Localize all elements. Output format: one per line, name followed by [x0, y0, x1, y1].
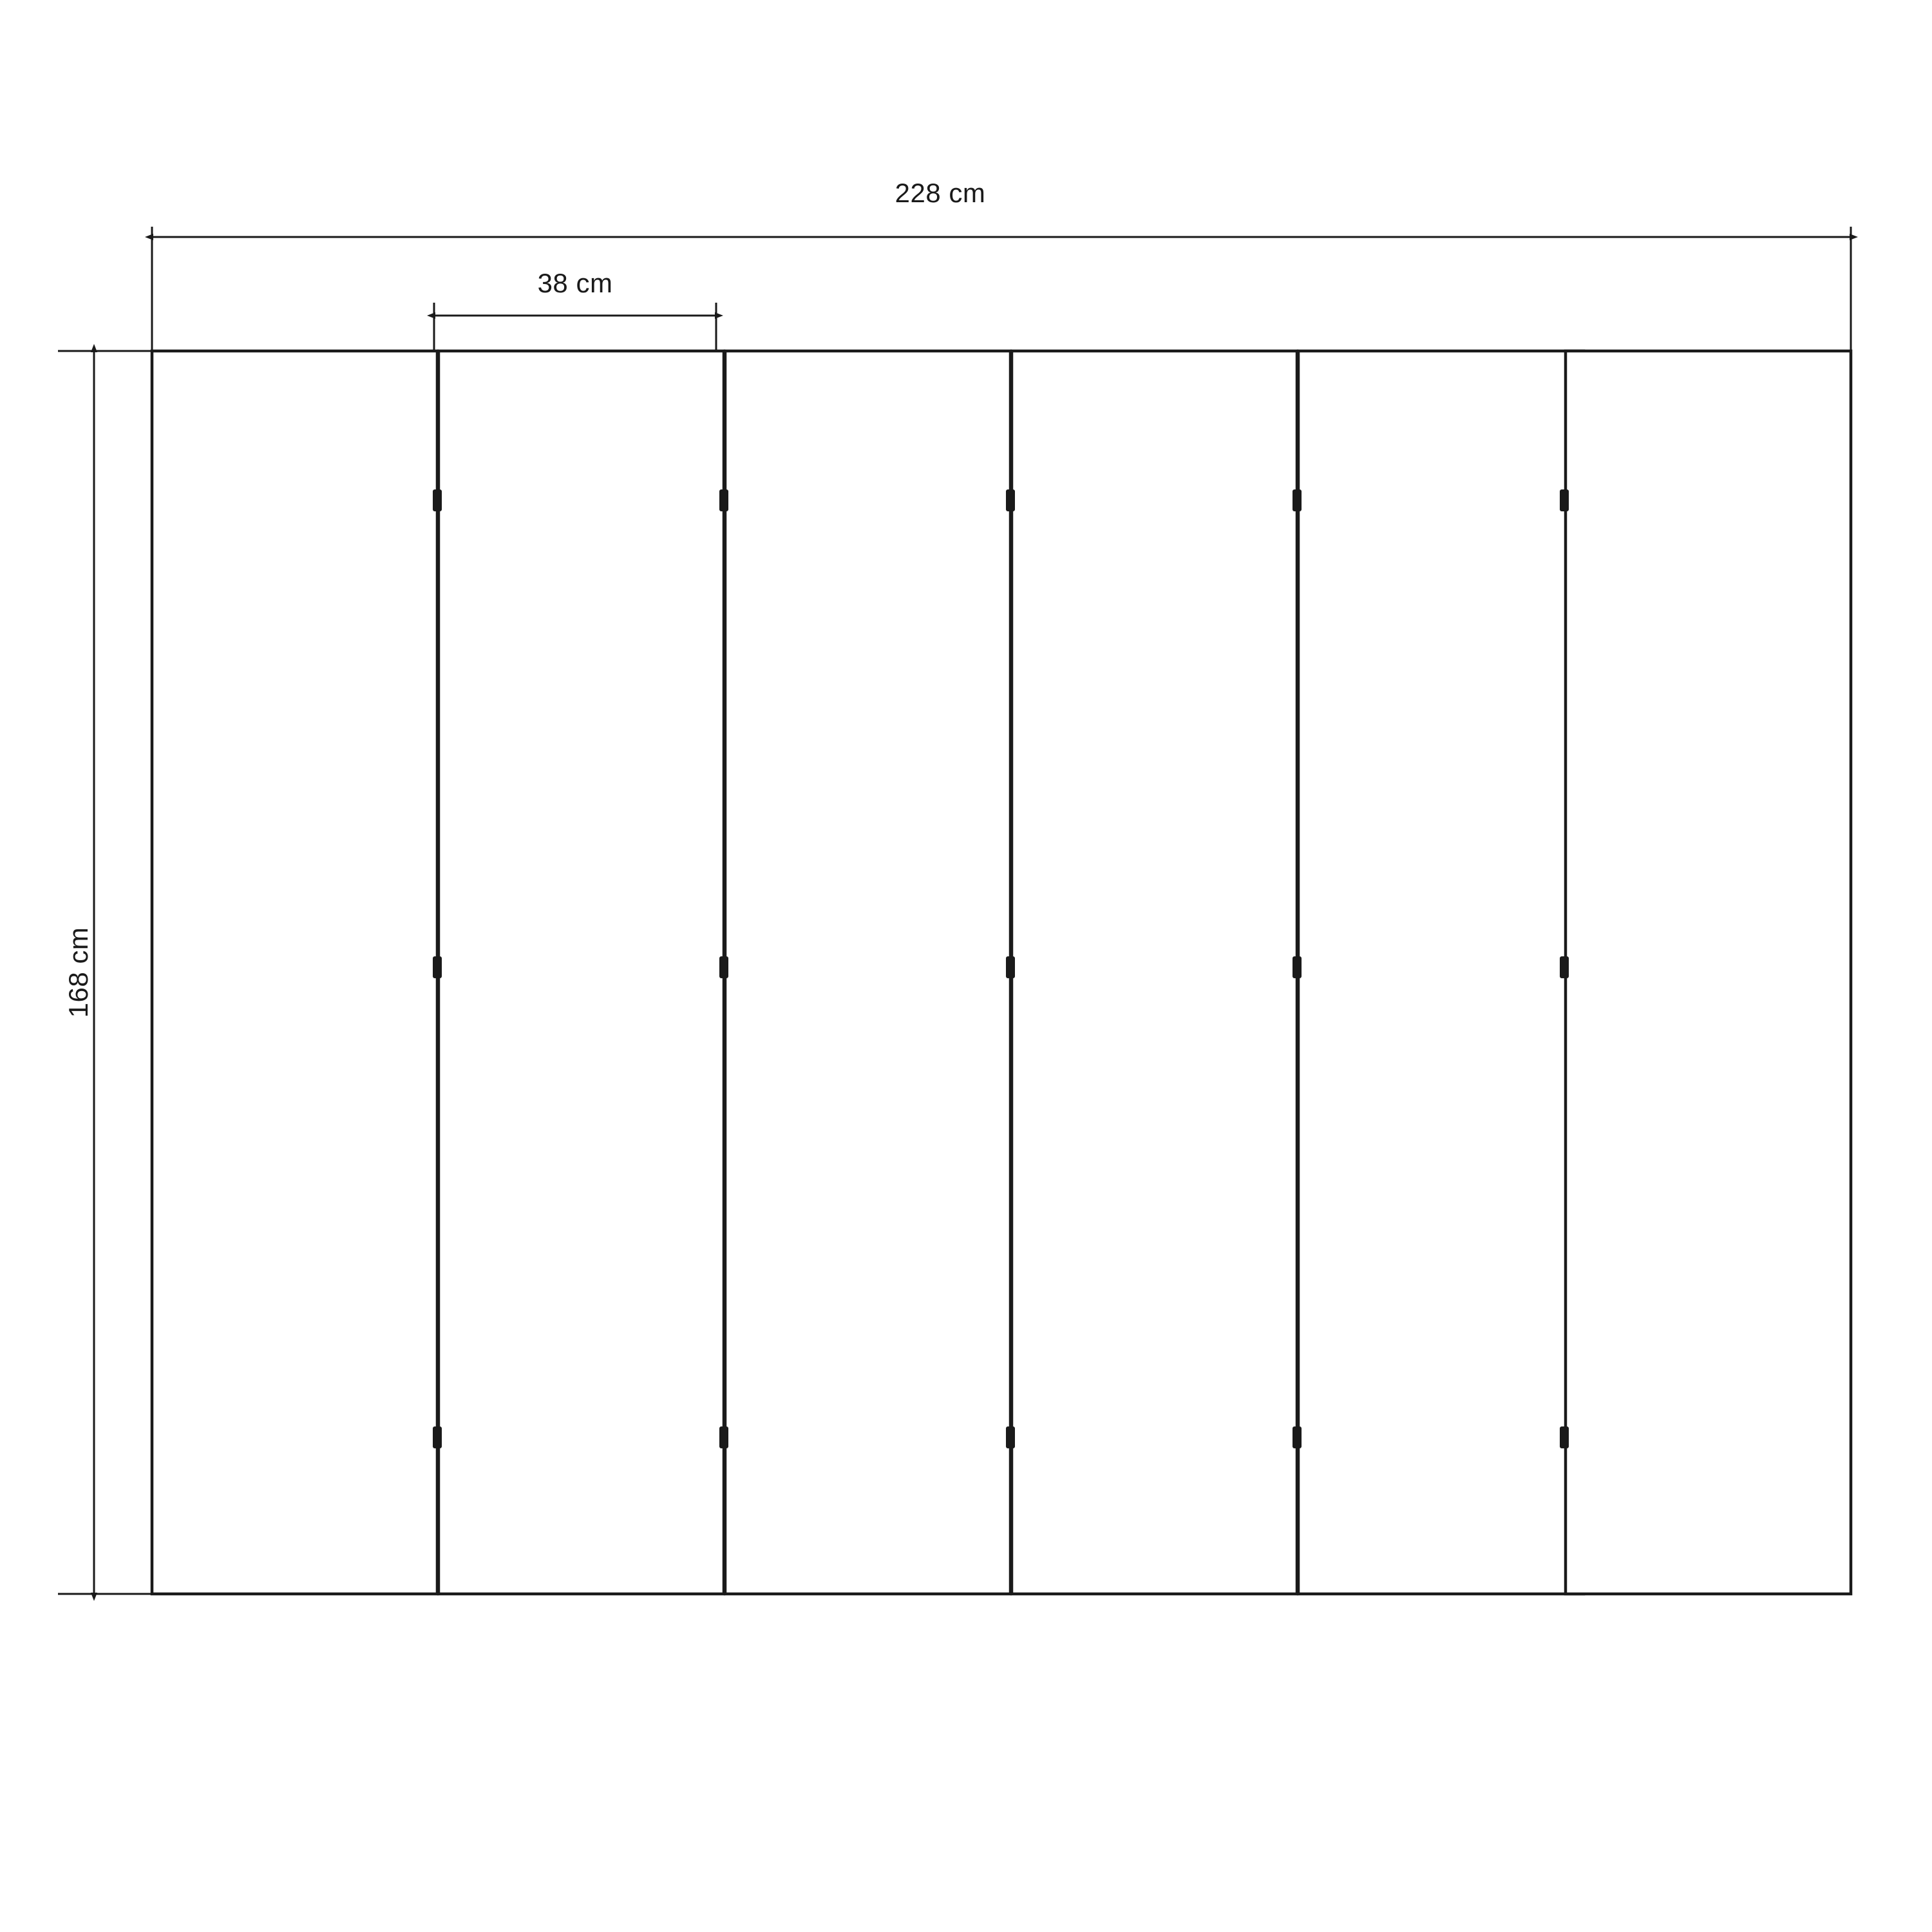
panel-5 [1298, 351, 1584, 1594]
panel-4 [1012, 351, 1297, 1594]
hinge-icon [1560, 1426, 1569, 1448]
hinge-icon [719, 956, 728, 978]
panel-2 [439, 351, 724, 1594]
hinge-icon [1293, 1426, 1302, 1448]
total-width-dimension [152, 227, 1851, 351]
hinge-icon [1006, 956, 1015, 978]
hinge-icon [1560, 489, 1569, 511]
panel-group [152, 351, 1851, 1594]
total-width-label: 228 cm [895, 178, 986, 208]
hinge-icon [433, 1426, 442, 1448]
height-label: 168 cm [63, 927, 93, 1018]
panel-6 [1566, 351, 1851, 1594]
hinge-icon [719, 489, 728, 511]
hinge-icon [433, 956, 442, 978]
hinge-icon [433, 489, 442, 511]
panel-1 [152, 351, 437, 1594]
hinge-icon [1293, 489, 1302, 511]
hinge-icon [719, 1426, 728, 1448]
hinge-icon [1560, 956, 1569, 978]
hinge-icon [1006, 489, 1015, 511]
panel-width-dimension [434, 303, 716, 351]
hinge-icon [1006, 1426, 1015, 1448]
panel-3 [725, 351, 1010, 1594]
hinge-icon [1293, 956, 1302, 978]
panel-width-label: 38 cm [537, 268, 613, 298]
